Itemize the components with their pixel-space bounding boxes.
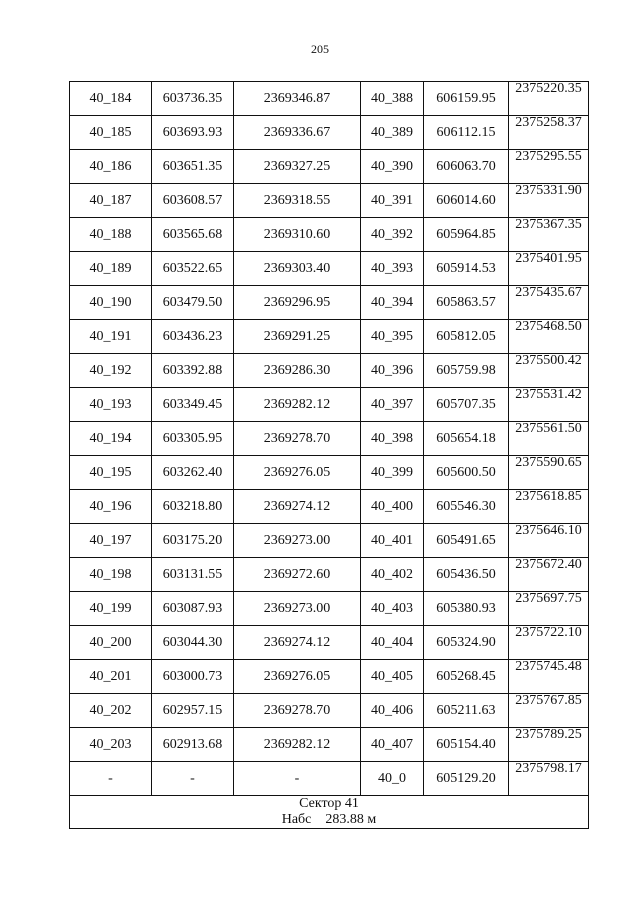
y-coordinate-cell: 2375435.67	[509, 286, 589, 320]
coordinates-table	[69, 81, 589, 829]
x-coordinate-cell: 603522.65	[152, 252, 234, 286]
x-coordinate-cell: 605964.85	[424, 218, 509, 252]
table-body	[70, 82, 589, 796]
x-coordinate-cell: 603305.95	[152, 422, 234, 456]
sector-footer	[70, 796, 589, 829]
table-row	[70, 150, 589, 184]
table-row	[70, 286, 589, 320]
x-coordinate-cell: 603693.93	[152, 116, 234, 150]
habs-label: Набс	[281, 812, 312, 827]
y-coordinate-cell: 2369303.40	[234, 252, 361, 286]
x-coordinate-cell: 606063.70	[424, 150, 509, 184]
x-coordinate-cell: 605546.30	[424, 490, 509, 524]
y-coordinate-cell: 2375722.10	[509, 626, 589, 660]
point-id-cell: 40_403	[361, 592, 424, 626]
x-coordinate-cell: 605211.63	[424, 694, 509, 728]
point-id-cell: 40_186	[70, 150, 152, 184]
point-id-cell: 40_187	[70, 184, 152, 218]
table-row	[70, 184, 589, 218]
y-coordinate-cell: 2369336.67	[234, 116, 361, 150]
table-row	[70, 456, 589, 490]
point-id-cell: 40_185	[70, 116, 152, 150]
x-coordinate-cell: 606014.60	[424, 184, 509, 218]
point-id-cell: 40_193	[70, 388, 152, 422]
y-coordinate-cell: 2369278.70	[234, 694, 361, 728]
x-coordinate-cell: 603651.35	[152, 150, 234, 184]
x-coordinate-cell: 605268.45	[424, 660, 509, 694]
point-id-cell: 40_402	[361, 558, 424, 592]
y-coordinate-cell: 2369282.12	[234, 388, 361, 422]
x-coordinate-cell: 605129.20	[424, 762, 509, 796]
point-id-cell: 40_397	[361, 388, 424, 422]
x-coordinate-cell: 603044.30	[152, 626, 234, 660]
x-coordinate-cell: 603262.40	[152, 456, 234, 490]
table-row	[70, 490, 589, 524]
y-coordinate-cell: 2369274.12	[234, 626, 361, 660]
point-id-cell: 40_195	[70, 456, 152, 490]
point-id-cell: 40_200	[70, 626, 152, 660]
point-id-cell: 40_398	[361, 422, 424, 456]
y-coordinate-cell: 2375590.65	[509, 456, 589, 490]
y-coordinate-cell: 2375618.85	[509, 490, 589, 524]
point-id-cell: 40_389	[361, 116, 424, 150]
point-id-cell: 40_196	[70, 490, 152, 524]
point-id-cell: 40_192	[70, 354, 152, 388]
x-coordinate-cell: 606112.15	[424, 116, 509, 150]
y-coordinate-cell: 2375789.25	[509, 728, 589, 762]
table-row	[70, 422, 589, 456]
point-id-cell: 40_388	[361, 82, 424, 116]
x-coordinate-cell: 605154.40	[424, 728, 509, 762]
point-id-cell: 40_405	[361, 660, 424, 694]
point-id-cell: 40_407	[361, 728, 424, 762]
point-id-cell: 40_189	[70, 252, 152, 286]
x-coordinate-cell: 605436.50	[424, 558, 509, 592]
x-coordinate-cell: 605380.93	[424, 592, 509, 626]
y-coordinate-cell: 2369276.05	[234, 456, 361, 490]
point-id-cell: 40_390	[361, 150, 424, 184]
y-coordinate-cell: 2369310.60	[234, 218, 361, 252]
point-id-cell: 40_188	[70, 218, 152, 252]
y-coordinate-cell: 2375531.42	[509, 388, 589, 422]
table-row	[70, 252, 589, 286]
x-coordinate-cell: 603436.23	[152, 320, 234, 354]
habs-value: 283.88 м	[325, 812, 377, 827]
table-row	[70, 626, 589, 660]
point-id-cell: 40_400	[361, 490, 424, 524]
y-coordinate-cell: 2375468.50	[509, 320, 589, 354]
y-coordinate-cell: 2375401.95	[509, 252, 589, 286]
y-coordinate-cell: 2375798.17	[509, 762, 589, 796]
point-id-cell: 40_393	[361, 252, 424, 286]
table-row	[70, 762, 589, 796]
point-id-cell: 40_190	[70, 286, 152, 320]
y-coordinate-cell: 2375767.85	[509, 694, 589, 728]
table-row	[70, 116, 589, 150]
sector-footer-row	[70, 796, 589, 829]
x-coordinate-cell: 603608.57	[152, 184, 234, 218]
table-row	[70, 524, 589, 558]
point-id-cell: 40_392	[361, 218, 424, 252]
x-coordinate-cell: 602957.15	[152, 694, 234, 728]
y-coordinate-cell: 2375697.75	[509, 592, 589, 626]
y-coordinate-cell: 2375331.90	[509, 184, 589, 218]
y-coordinate-cell: 2375220.35	[509, 82, 589, 116]
point-id-cell: 40_201	[70, 660, 152, 694]
y-coordinate-cell: 2369318.55	[234, 184, 361, 218]
y-coordinate-cell: 2369276.05	[234, 660, 361, 694]
point-id-cell: 40_401	[361, 524, 424, 558]
y-coordinate-cell: 2369327.25	[234, 150, 361, 184]
table-row	[70, 694, 589, 728]
y-coordinate-cell: -	[234, 762, 361, 796]
point-id-cell: 40_202	[70, 694, 152, 728]
table-row	[70, 558, 589, 592]
table-row	[70, 728, 589, 762]
table-row	[70, 218, 589, 252]
y-coordinate-cell: 2369286.30	[234, 354, 361, 388]
x-coordinate-cell: 603736.35	[152, 82, 234, 116]
x-coordinate-cell: 603218.80	[152, 490, 234, 524]
x-coordinate-cell: 603087.93	[152, 592, 234, 626]
y-coordinate-cell: 2375295.55	[509, 150, 589, 184]
point-id-cell: 40_0	[361, 762, 424, 796]
x-coordinate-cell: 603175.20	[152, 524, 234, 558]
page-number: 205	[311, 42, 329, 56]
x-coordinate-cell: 603479.50	[152, 286, 234, 320]
x-coordinate-cell: -	[152, 762, 234, 796]
x-coordinate-cell: 603000.73	[152, 660, 234, 694]
x-coordinate-cell: 603565.68	[152, 218, 234, 252]
point-id-cell: 40_399	[361, 456, 424, 490]
point-id-cell: -	[70, 762, 152, 796]
x-coordinate-cell: 605491.65	[424, 524, 509, 558]
y-coordinate-cell: 2375258.37	[509, 116, 589, 150]
y-coordinate-cell: 2375561.50	[509, 422, 589, 456]
x-coordinate-cell: 605759.98	[424, 354, 509, 388]
y-coordinate-cell: 2375672.40	[509, 558, 589, 592]
x-coordinate-cell: 605812.05	[424, 320, 509, 354]
y-coordinate-cell: 2369274.12	[234, 490, 361, 524]
x-coordinate-cell: 605707.35	[424, 388, 509, 422]
table-row	[70, 388, 589, 422]
y-coordinate-cell: 2369296.95	[234, 286, 361, 320]
x-coordinate-cell: 603131.55	[152, 558, 234, 592]
table-row	[70, 592, 589, 626]
table-row	[70, 320, 589, 354]
x-coordinate-cell: 603349.45	[152, 388, 234, 422]
point-id-cell: 40_395	[361, 320, 424, 354]
y-coordinate-cell: 2369273.00	[234, 524, 361, 558]
table-row	[70, 82, 589, 116]
y-coordinate-cell: 2369273.00	[234, 592, 361, 626]
x-coordinate-cell: 605914.53	[424, 252, 509, 286]
point-id-cell: 40_191	[70, 320, 152, 354]
sector-title: Сектор 41	[299, 796, 359, 811]
x-coordinate-cell: 603392.88	[152, 354, 234, 388]
y-coordinate-cell: 2375646.10	[509, 524, 589, 558]
x-coordinate-cell: 605863.57	[424, 286, 509, 320]
point-id-cell: 40_197	[70, 524, 152, 558]
x-coordinate-cell: 605324.90	[424, 626, 509, 660]
point-id-cell: 40_406	[361, 694, 424, 728]
x-coordinate-cell: 605654.18	[424, 422, 509, 456]
point-id-cell: 40_203	[70, 728, 152, 762]
y-coordinate-cell: 2369346.87	[234, 82, 361, 116]
y-coordinate-cell: 2369272.60	[234, 558, 361, 592]
table-row	[70, 660, 589, 694]
x-coordinate-cell: 605600.50	[424, 456, 509, 490]
y-coordinate-cell: 2375500.42	[509, 354, 589, 388]
point-id-cell: 40_404	[361, 626, 424, 660]
y-coordinate-cell: 2375367.35	[509, 218, 589, 252]
y-coordinate-cell: 2369278.70	[234, 422, 361, 456]
point-id-cell: 40_194	[70, 422, 152, 456]
habs-line	[70, 812, 588, 828]
x-coordinate-cell: 606159.95	[424, 82, 509, 116]
y-coordinate-cell: 2375745.48	[509, 660, 589, 694]
point-id-cell: 40_198	[70, 558, 152, 592]
point-id-cell: 40_199	[70, 592, 152, 626]
point-id-cell: 40_396	[361, 354, 424, 388]
y-coordinate-cell: 2369282.12	[234, 728, 361, 762]
y-coordinate-cell: 2369291.25	[234, 320, 361, 354]
point-id-cell: 40_394	[361, 286, 424, 320]
point-id-cell: 40_184	[70, 82, 152, 116]
table-row	[70, 354, 589, 388]
point-id-cell: 40_391	[361, 184, 424, 218]
x-coordinate-cell: 602913.68	[152, 728, 234, 762]
